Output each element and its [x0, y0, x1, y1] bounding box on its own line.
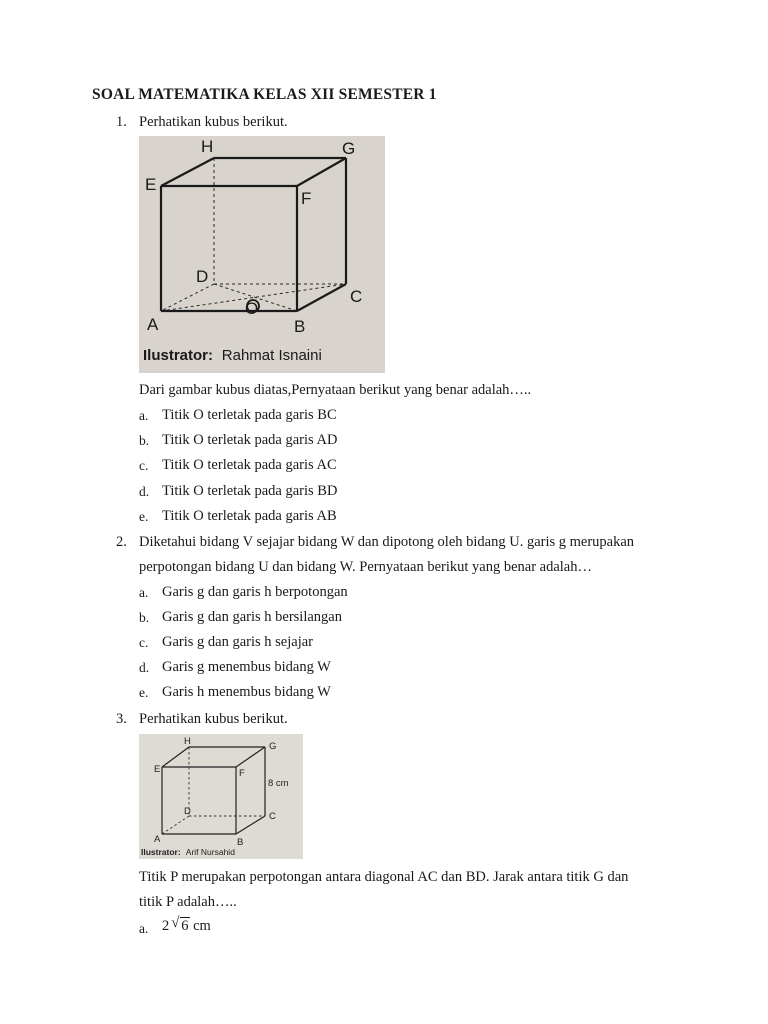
cube2-edge-label: 8 cm [268, 778, 289, 789]
question-1-prompt: Perhatikan kubus berikut. [139, 114, 288, 130]
vertex-label-b: B [294, 317, 306, 336]
cube2-label-a: A [154, 834, 161, 845]
vertex-label-f: F [301, 189, 312, 208]
cube2-label-f: F [239, 768, 245, 779]
square-root [171, 915, 189, 935]
question-1-number: 1. [116, 114, 127, 130]
q3-option-a-radicand: 6 [181, 918, 189, 934]
cube2-label-b: B [237, 837, 244, 848]
q1-option-a-letter: a. [139, 408, 149, 423]
q2-option-c-letter: c. [139, 635, 149, 650]
question-3-number: 3. [116, 711, 127, 727]
q1-option-c-letter: c. [139, 458, 149, 473]
figure-1-credit-name: Rahmat Isnaini [221, 347, 322, 364]
q1-option-d-letter: d. [139, 484, 150, 499]
cube2-label-g: G [269, 741, 277, 752]
q2-option-b: Garis g dan garis h bersilangan [162, 609, 342, 625]
vertex-label-e: E [145, 175, 157, 194]
figure-2-credit-name: Arif Nursahid [185, 847, 235, 857]
q1-option-b: Titik O terletak pada garis AD [162, 432, 338, 448]
q3-option-a [162, 915, 211, 935]
cube-figure-2 [139, 734, 303, 859]
figure-2-credit-prefix: Ilustrator: [141, 847, 181, 857]
q1-option-d: Titik O terletak pada garis BD [162, 483, 338, 499]
q1-option-e: Titik O terletak pada garis AB [162, 508, 337, 524]
cube-figure-1 [139, 136, 385, 373]
question-3-line-1: Titik P merupakan perpotongan antara diagonal AC dan BD. Jarak antara titik G dan [139, 869, 629, 885]
cube2-label-e: E [154, 764, 161, 775]
svg-text:Ilustrator: Arif Nursa [141, 847, 235, 857]
question-2-line-2: perpotongan bidang U dan bidang W. Pernyataan berikut yang benar adalah… [139, 559, 592, 575]
q2-option-c: Garis g dan garis h sejajar [162, 634, 313, 650]
q3-option-a-coef: 2 [162, 918, 170, 934]
q3-option-a-unit: cm [193, 918, 211, 934]
question-2-line-1: Diketahui bidang V sejajar bidang W dan dipotong oleh bidang U. garis g merupakan [139, 534, 635, 550]
q2-option-a: Garis g dan garis h berpotongan [162, 584, 348, 600]
vertex-label-c: C [350, 287, 363, 306]
svg-text:Ilustrator: Rahmat Isn [143, 347, 322, 364]
vertex-label-o: O [245, 299, 259, 318]
q2-option-e-letter: e. [139, 685, 149, 700]
cube2-label-h: H [184, 736, 191, 747]
radical-sign-icon: √ [171, 915, 180, 931]
document-title: SOAL MATEMATIKA KELAS XII SEMESTER 1 [92, 86, 437, 103]
vertex-label-g: G [342, 139, 356, 158]
question-2-number: 2. [116, 534, 127, 550]
cube-diagram-2 [139, 734, 303, 859]
vertex-label-h: H [201, 137, 214, 156]
cube2-label-d: D [184, 806, 191, 817]
q2-option-b-letter: b. [139, 610, 150, 625]
q1-option-c: Titik O terletak pada garis AC [162, 457, 337, 473]
figure-1-credit-prefix: Ilustrator: [143, 347, 214, 364]
q2-option-d-letter: d. [139, 660, 150, 675]
q2-option-a-letter: a. [139, 585, 149, 600]
q1-option-e-letter: e. [139, 509, 149, 524]
vertex-label-a: A [147, 315, 159, 334]
cube2-label-c: C [269, 811, 276, 822]
cube-diagram-1 [139, 136, 385, 373]
question-3-prompt: Perhatikan kubus berikut. [139, 711, 288, 727]
q3-option-a-letter: a. [139, 921, 149, 936]
question-3-line-2: titik P adalah….. [139, 894, 237, 910]
q1-option-a: Titik O terletak pada garis BC [162, 407, 337, 423]
q2-option-d: Garis g menembus bidang W [162, 659, 331, 675]
question-1-statement: Dari gambar kubus diatas,Pernyataan berikut yang benar adalah….. [139, 382, 532, 398]
vertex-label-d: D [196, 267, 209, 286]
q1-option-b-letter: b. [139, 433, 150, 448]
q2-option-e: Garis h menembus bidang W [162, 684, 331, 700]
